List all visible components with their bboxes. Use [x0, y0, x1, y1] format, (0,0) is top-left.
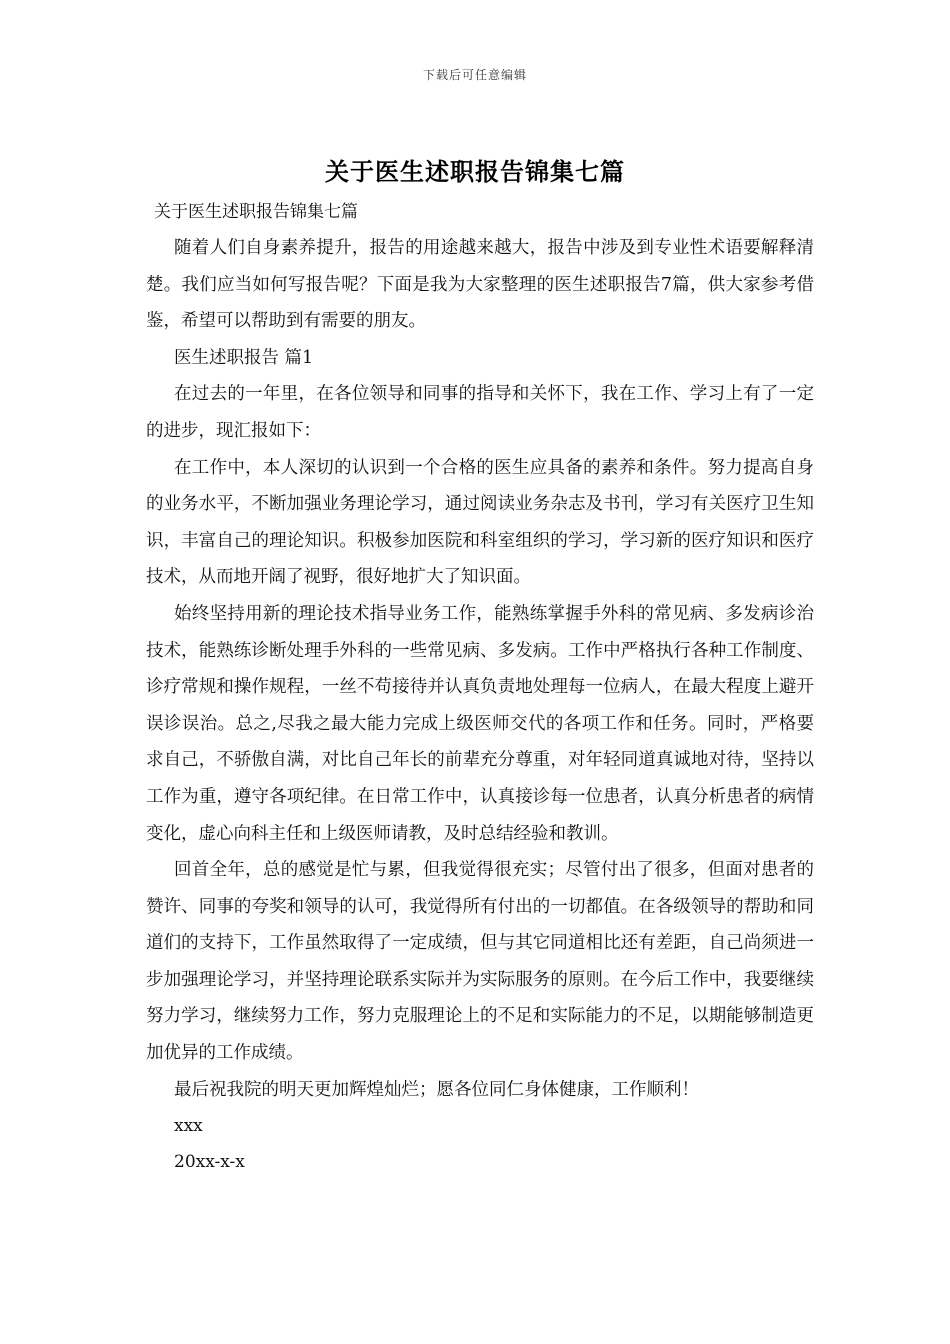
intro-paragraph: 随着人们自身素养提升，报告的用途越来越大，报告中涉及到专业性术语要解释清楚。我们应当如何写报告呢？下面是我为大家整理的医生述职报告7篇，供大家参考借鉴，希望可以帮助到有需要的朋友。: [146, 238, 814, 332]
document-date: 20xx-x-x: [174, 1152, 245, 1173]
document-subtitle: 关于医生述职报告锦集七篇: [154, 202, 358, 222]
body-paragraph-1: 在过去的一年里，在各位领导和同事的指导和关怀下，我在工作、学习上有了一定的进步，现汇报如下：: [146, 384, 814, 441]
closing-line: 最后祝我院的明天更加辉煌灿烂；愿各位同仁身体健康，工作顺利！: [174, 1079, 699, 1100]
body-paragraph-4: 回首全年，总的感觉是忙与累，但我觉得很充实；尽管付出了很多，但面对患者的赞许、同事的夸奖和领导的认可，我觉得所有付出的一切都值。在各级领导的帮助和同道们的支持下，工作虽然取得了一定成绩，但与其它同道相比还有差距，自己尚须进一步加强理论学习，并坚持理论联系实际并为实际服务的原则。在今后工作中，我要继续努力学习，继续努力工作，努力克服理论上的不足和实际能力的不足，以期能够制造更加优异的工作成绩。: [146, 860, 814, 1064]
document-title: 关于医生述职报告锦集七篇: [325, 157, 625, 186]
section-heading: 医生述职报告 篇1: [174, 347, 314, 368]
header-note: 下载后可任意编辑: [422, 68, 527, 82]
body-paragraph-2: 在工作中，本人深切的认识到一个合格的医生应具备的素养和条件。努力提高自身的业务水平，不断加强业务理论学习，通过阅读业务杂志及书刊，学习有关医疗卫生知识，丰富自己的理论知识。积极参加医院和科室组织的学习，学习新的医疗知识和医疗技术，从而地开阔了视野，很好地扩大了知识面。: [146, 457, 814, 588]
signature: xxx: [174, 1116, 203, 1137]
body-paragraph-3: 始终坚持用新的理论技术指导业务工作，能熟练掌握手外科的常见病、多发病诊治技术，能熟练诊断处理手外科的一些常见病、多发病。工作中严格执行各种工作制度、诊疗常规和操作规程，一丝不苟接待并认真负责地处理每一位病人，在最大程度上避开误诊误治。总之,尽我之最大能力完成上级医师交代的各项工作和任务。同时，严格要求自己，不骄傲自满，对比自己年长的前辈充分尊重，对年轻同道真诚地对待，坚持以工作为重，遵守各项纪律。在日常工作中，认真接诊每一位患者，认真分析患者的病情变化，虚心向科主任和上级医师请教，及时总结经验和教训。: [146, 603, 814, 844]
document-body: [146, 194, 814, 1180]
